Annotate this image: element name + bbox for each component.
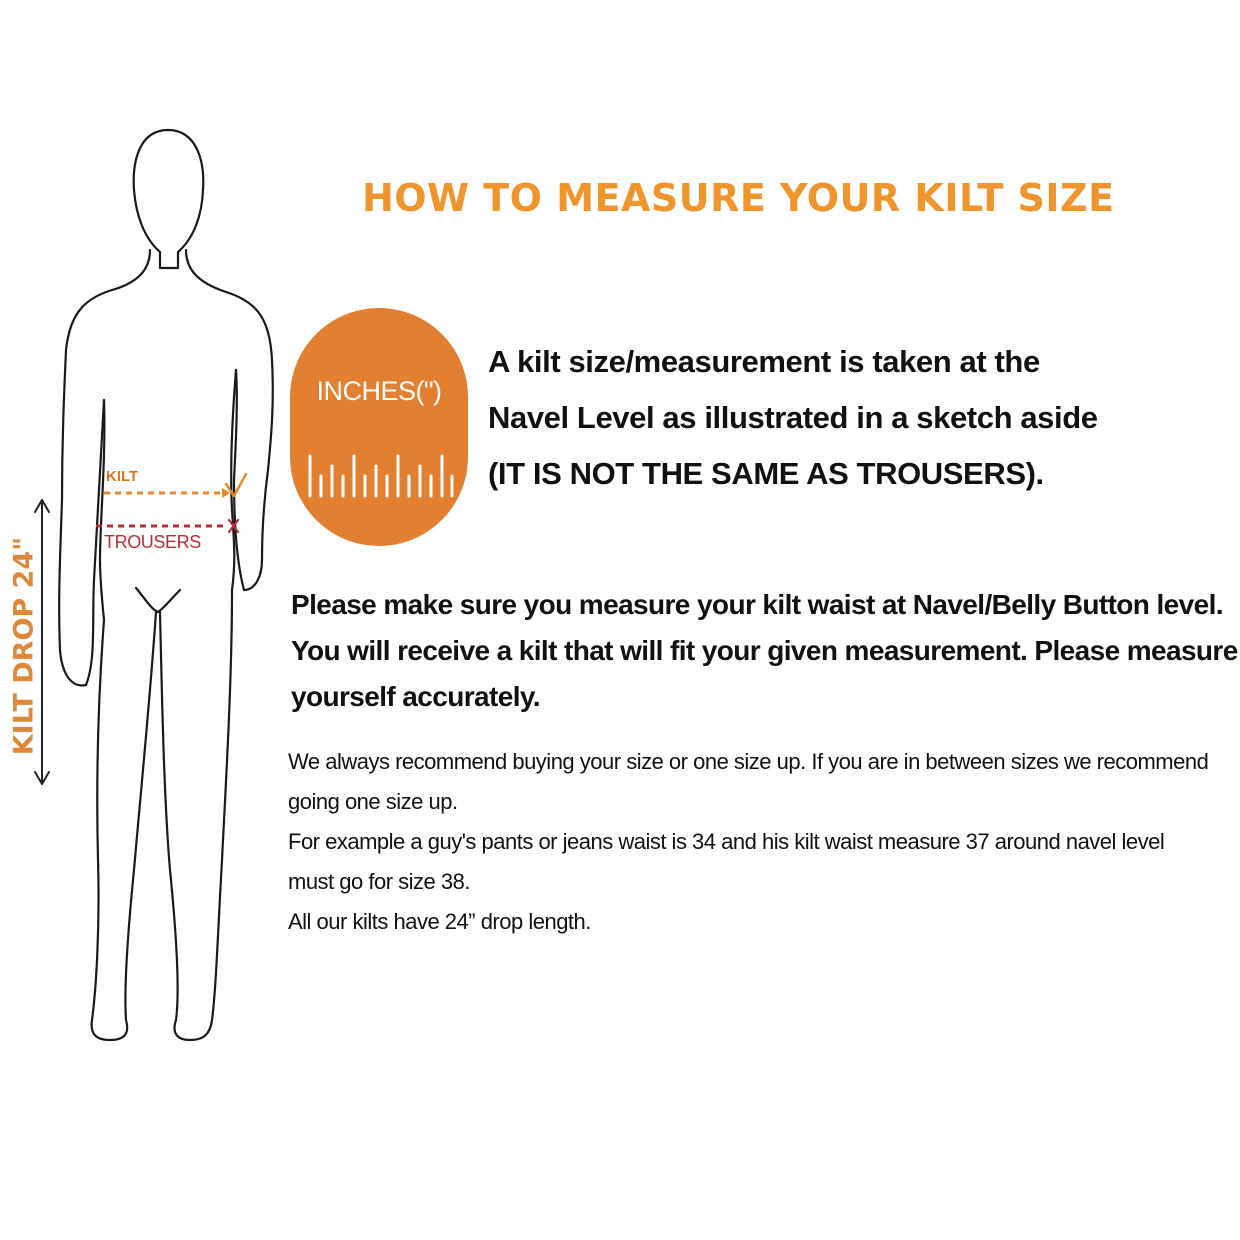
instruction-line: yourself accurately. [291, 681, 540, 712]
right-leg-outer [160, 590, 232, 1040]
inches-badge-label: INCHES(") [316, 376, 442, 406]
inches-badge [290, 308, 468, 546]
recommendation-line: For example a guy's pants or jeans waist is 34 and his kilt waist measure 37 around navel level [288, 829, 1165, 854]
crotch-line [136, 588, 180, 612]
left-leg-outer [92, 612, 156, 1040]
recommendation-line: going one size up. [288, 789, 458, 814]
sizing-recommendations [288, 742, 1238, 942]
measure-instructions [291, 582, 1238, 720]
recommendation-line: We always recommend buying your size or one size up. If you are in between sizes we recommend [288, 749, 1209, 774]
intro-line: (IT IS NOT THE SAME AS TROUSERS). [488, 456, 1044, 491]
trousers-level-line [96, 520, 238, 532]
recommendation-line: must go for size 38. [288, 869, 470, 894]
kilt-drop-label: KILT DROP 24" [8, 536, 40, 756]
instruction-line: Please make sure you measure your kilt waist at Navel/Belly Button level. [291, 589, 1223, 620]
ruler-icon [304, 452, 456, 500]
trousers-line-label: TROUSERS [104, 532, 201, 552]
intro-text [488, 334, 1208, 502]
instruction-line: You will receive a kilt that will fit your given measurement. Please measure [291, 635, 1238, 666]
head-outline [134, 130, 204, 268]
page-title: HOW TO MEASURE YOUR KILT SIZE [362, 176, 1115, 220]
intro-line: A kilt size/measurement is taken at the [488, 344, 1040, 379]
kilt-line-label: KILT [106, 468, 139, 485]
recommendation-line: All our kilts have 24” drop length. [288, 909, 591, 934]
intro-line: Navel Level as illustrated in a sketch aside [488, 400, 1098, 435]
